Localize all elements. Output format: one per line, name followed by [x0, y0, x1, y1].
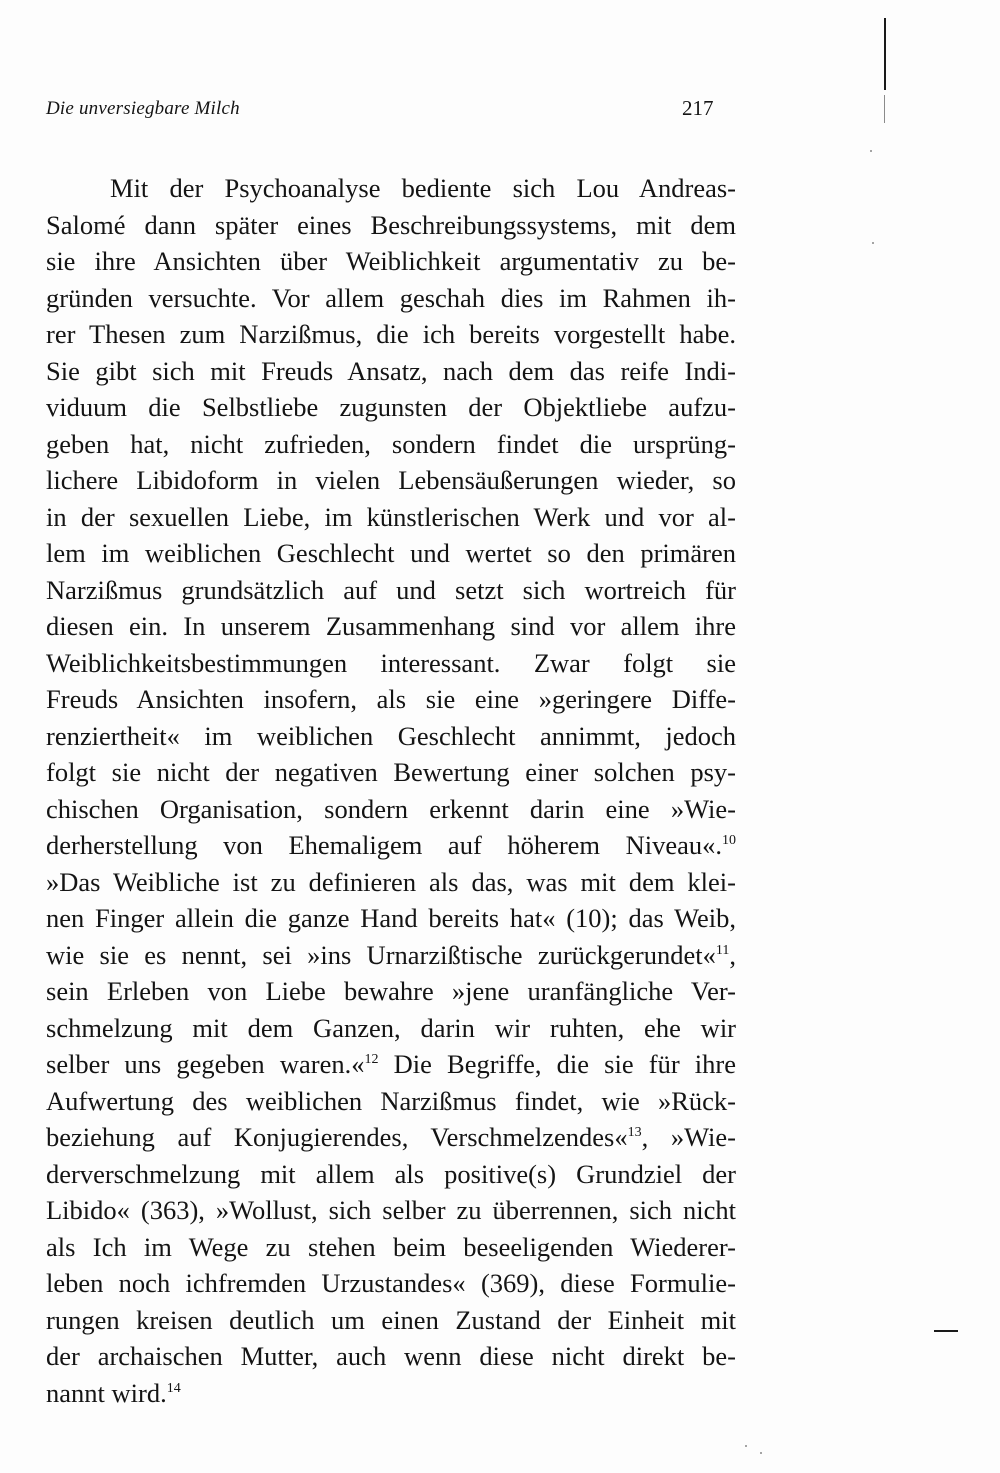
- text-line: Narzißmus grundsätzlich auf und setzt sich wortreich für: [46, 574, 736, 605]
- scan-edge-mark: [884, 95, 885, 123]
- text-line: chischen Organisation, sondern erkennt darin eine »Wie-: [46, 793, 736, 824]
- text-line: [46, 937, 736, 974]
- page-number: 217: [682, 96, 714, 120]
- text-segment: wie sie es nennt, sei »ins Urnarzißtische zurückgerundet«: [46, 939, 716, 970]
- text-line: [46, 1119, 736, 1156]
- text-segment: Die Begriffe, die sie für ihre: [378, 1049, 736, 1079]
- text-line: als Ich im Wege zu stehen beim beseeligenden Wiederer-: [46, 1231, 736, 1262]
- text-line: rungen kreisen deutlich um einen Zustand der Einheit mit: [46, 1304, 736, 1335]
- running-head-title: Die unversiegbare Milch: [46, 98, 240, 119]
- text-segment: ,: [729, 939, 736, 970]
- text-line: geben hat, nicht zufrieden, sondern findet die ursprüng-: [46, 428, 736, 459]
- text-segment: beziehung auf Konjugierendes, Verschmelzendes«: [46, 1122, 628, 1152]
- text-segment: derherstellung von Ehemaligem auf höherem Niveau«.: [46, 830, 722, 860]
- scan-edge-mark: [884, 18, 886, 90]
- body-paragraph: [46, 170, 736, 1411]
- text-line: Salomé dann später eines Beschreibungssystems, mit dem: [46, 209, 736, 240]
- text-line: gründen versuchte. Vor allem geschah dies im Rahmen ih-: [46, 282, 736, 313]
- text-line: schmelzung mit dem Ganzen, darin wir ruhten, ehe wir: [46, 1012, 736, 1043]
- footnote-marker: 13: [627, 1125, 642, 1141]
- text-line: nen Finger allein die ganze Hand bereits hat« (10); das Weib,: [46, 903, 736, 933]
- text-segment: selber uns gegeben waren.«: [46, 1049, 365, 1079]
- footnote-marker: 14: [166, 1380, 181, 1396]
- text-line: folgt sie nicht der negativen Bewertung einer solchen psy-: [46, 757, 736, 787]
- footnote-marker: 10: [722, 833, 736, 849]
- text-segment: , »Wie-: [641, 1122, 736, 1152]
- text-line: viduum die Selbstliebe zugunsten der Objektliebe aufzu-: [46, 392, 736, 422]
- text-line: lem im weiblichen Geschlecht und wertet so den primären: [46, 538, 736, 568]
- text-line: Freuds Ansichten insofern, als sie eine »geringere Diffe-: [46, 684, 736, 714]
- text-line: sein Erleben von Liebe bewahre »jene uranfängliche Ver-: [46, 976, 736, 1006]
- text-line: der archaischen Mutter, auch wenn diese nicht direkt be-: [46, 1341, 736, 1371]
- scan-speck: [870, 150, 872, 152]
- text-line: rer Thesen zum Narzißmus, die ich bereits vorgestellt habe.: [46, 319, 736, 349]
- text-line: sie ihre Ansichten über Weiblichkeit argumentativ zu be-: [46, 246, 736, 276]
- text-line: Mit der Psychoanalyse bediente sich Lou Andreas-: [110, 173, 736, 203]
- text-line: Sie gibt sich mit Freuds Ansatz, nach dem das reife Indi-: [46, 355, 736, 386]
- text-line: diesen ein. In unserem Zusammenhang sind vor allem ihre: [46, 611, 736, 641]
- text-line: derverschmelzung mit allem als positive(s) Grundziel der: [46, 1158, 736, 1189]
- scan-speck: [872, 242, 874, 244]
- text-segment: nannt wird.: [46, 1377, 167, 1408]
- text-line: Weiblichkeitsbestimmungen interessant. Zwar folgt sie: [46, 647, 736, 678]
- text-line: »Das Weibliche ist zu definieren als das, was mit dem klei-: [46, 866, 736, 897]
- footnote-marker: 11: [715, 942, 730, 958]
- text-line: Aufwertung des weiblichen Narzißmus findet, wie »Rück-: [46, 1085, 736, 1116]
- text-line: [46, 1046, 736, 1083]
- scan-edge-mark: [934, 1330, 958, 1332]
- text-line: lichere Libidoform in vielen Lebensäußerungen wieder, so: [46, 465, 736, 495]
- text-line: renziertheit« im weiblichen Geschlecht annimmt, jedoch: [46, 720, 736, 751]
- scan-speck: [745, 1445, 747, 1447]
- scan-speck: [760, 1452, 762, 1454]
- text-line: [46, 1375, 736, 1412]
- text-line: leben noch ichfremden Urzustandes« (369), diese Formulie-: [46, 1268, 736, 1298]
- text-line: in der sexuellen Liebe, im künstlerischen Werk und vor al-: [46, 501, 736, 532]
- text-line: [46, 827, 736, 864]
- text-line: Libido« (363), »Wollust, sich selber zu überrennen, sich nicht: [46, 1195, 736, 1225]
- footnote-marker: 12: [364, 1052, 379, 1068]
